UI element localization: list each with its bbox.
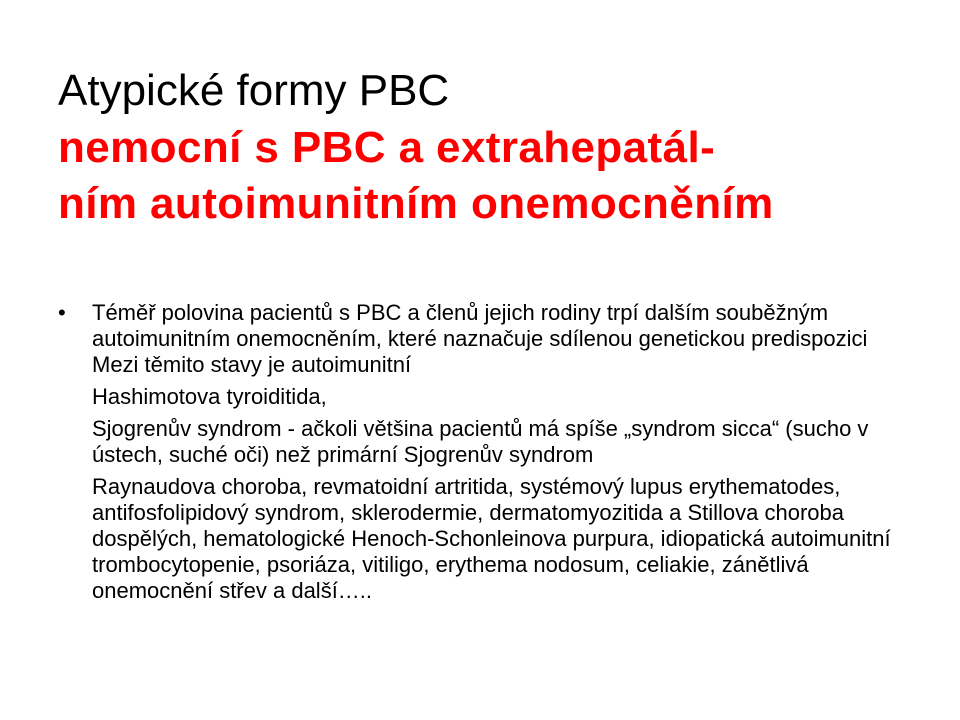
bullet-icon: •: [58, 300, 66, 325]
slide-title: Atypické formy PBC: [58, 66, 450, 115]
slide-subtitle-line-1: nemocní s PBC a extrahepatál-: [58, 123, 716, 172]
paragraph-text-2: Hashimotova tyroiditida,: [92, 384, 327, 409]
paragraph-text-3: Sjogrenův syndrom - ačkoli většina pacientů má spíše „syndrom sicca“ (sucho v ústech, suché oči) než primární Sjogrenův syndrom: [92, 416, 869, 467]
paragraph-text-1: Téměř polovina pacientů s PBC a členů jejich rodiny trpí dalším souběžným autoimunitním onemocněním, které naznačuje sdílenou genetickou predispozici Mezi těmito stavy je autoimunitní: [92, 300, 868, 377]
slide-subtitle-line-2: ním autoimunitním onemocněním: [58, 179, 774, 228]
paragraph-sjogren: [58, 416, 918, 468]
paragraph-hashimoto: [58, 384, 918, 410]
title-block: [58, 62, 938, 232]
paragraph-other-diseases: [58, 474, 918, 604]
slide-body: [58, 300, 918, 610]
paragraph-text-4: Raynaudova choroba, revmatoidní artritida, systémový lupus erythematodes, antifosfolipidový syndrom, sklerodermie, dermatomyozitida a Stillova choroba dospělých, hematologické Henoch-Schonleinova purpura, idiopatická autoimunitní trombocytopenie, psoriáza, vitiligo, erythema nodosum, celiakie, zánětlivá onemocnění střev a další…..: [92, 474, 891, 603]
bullet-paragraph: [58, 300, 918, 378]
